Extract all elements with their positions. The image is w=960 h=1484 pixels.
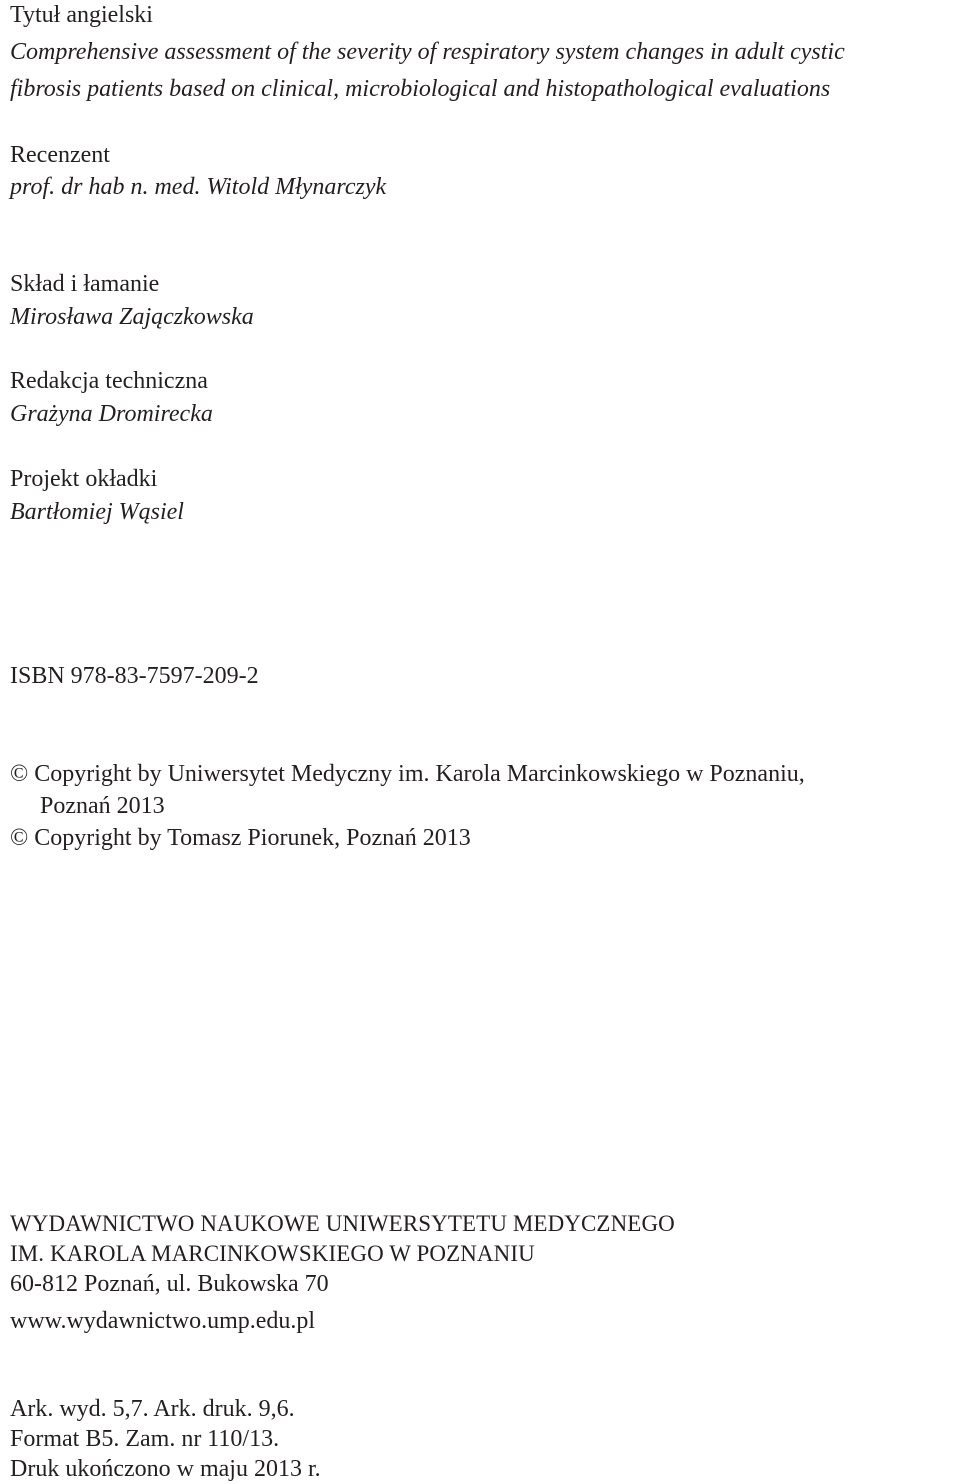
reviewer-label: Recenzent	[10, 142, 110, 168]
copyright-university: © Copyright by Uniwersytet Medyczny im. Karola Marcinkowskiego w Poznaniu,	[10, 761, 805, 787]
english-title-line-1: Comprehensive assessment of the severity of respiratory system changes in adult cystic	[10, 39, 845, 65]
print-completed: Druk ukończono w maju 2013 r.	[10, 1456, 321, 1482]
technical-editing-label: Redakcja techniczna	[10, 368, 208, 394]
isbn: ISBN 978-83-7597-209-2	[10, 663, 259, 689]
cover-design-label: Projekt okładki	[10, 466, 158, 492]
typesetting-label: Skład i łamanie	[10, 271, 160, 297]
publisher-address: 60-812 Poznań, ul. Bukowska 70	[10, 1271, 329, 1297]
copyright-author: © Copyright by Tomasz Piorunek, Poznań 2013	[10, 825, 471, 851]
technical-editing-name: Grażyna Dromirecka	[10, 401, 213, 427]
english-title-label: Tytuł angielski	[10, 2, 153, 28]
publisher-website: www.wydawnictwo.ump.edu.pl	[10, 1308, 316, 1334]
copyright-university-cont: Poznań 2013	[40, 793, 165, 819]
publisher-name-line-1: WYDAWNICTWO NAUKOWE UNIWERSYTETU MEDYCZNEGO	[10, 1211, 675, 1236]
cover-design-name: Bartłomiej Wąsiel	[10, 499, 184, 525]
reviewer-name: prof. dr hab n. med. Witold Młynarczyk	[10, 174, 387, 200]
typesetting-name: Mirosława Zajączkowska	[10, 304, 254, 330]
print-format: Format B5. Zam. nr 110/13.	[10, 1426, 280, 1452]
publisher-name-line-2: IM. KAROLA MARCINKOWSKIEGO W POZNANIU	[10, 1241, 535, 1266]
english-title-line-2: fibrosis patients based on clinical, microbiological and histopathological evaluations	[10, 76, 831, 102]
print-sheets: Ark. wyd. 5,7. Ark. druk. 9,6.	[10, 1396, 295, 1422]
